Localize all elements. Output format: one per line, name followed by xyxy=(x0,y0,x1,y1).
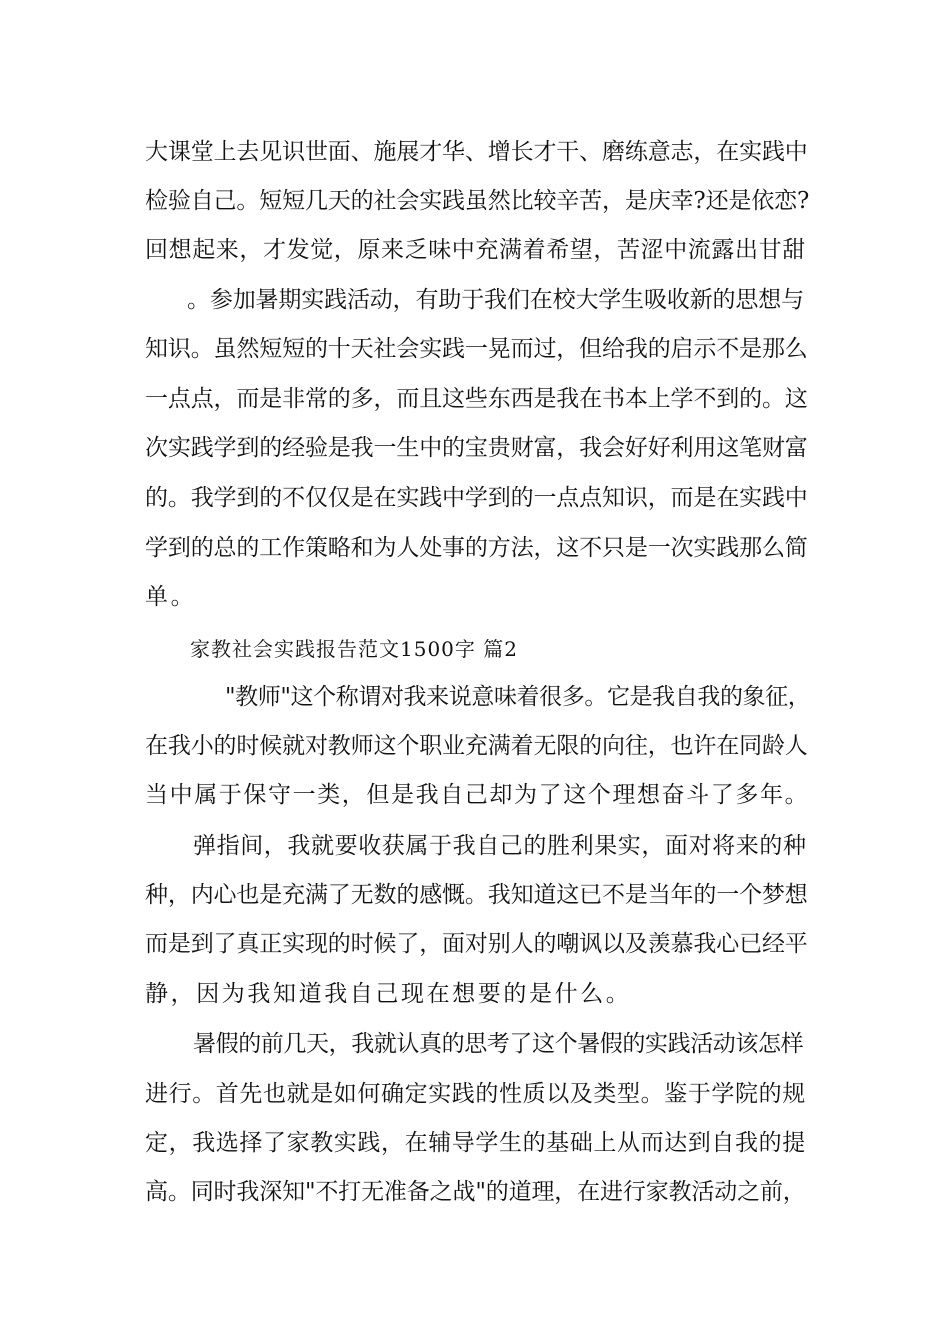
text-line: 暑假的前几天，我就认真的思考了这个暑假的实践活动该怎样 xyxy=(193,1031,804,1057)
text-line: 在我小的时候就对教师这个职业充满着无限的向往，也许在同龄人 xyxy=(145,733,808,759)
text-line: 的。我学到的不仅仅是在实践中学到的一点点知识，而是在实践中 xyxy=(145,485,808,511)
text-line: 。参加暑期实践活动，有助于我们在校大学生吸收新的思想与 xyxy=(187,287,804,313)
text-line: 知识。虽然短短的十天社会实践一晃而过，但给我的启示不是那么 xyxy=(145,336,808,362)
text-line: 次实践学到的经验是我一生中的宝贵财富，我会好好利用这笔财富 xyxy=(145,435,808,461)
text-line: 进行。首先也就是如何确定实践的性质以及类型。鉴于学院的规 xyxy=(145,1081,806,1107)
text-line: 大课堂上去见识世面、施展才华、增长才干、磨练意志，在实践中 xyxy=(145,139,808,165)
text-line: 定，我选择了家教实践，在辅导学生的基础上从而达到自我的提 xyxy=(145,1130,806,1156)
text-line: 而是到了真正实现的时候了，面对别人的嘲讽以及羡慕我心已经平 xyxy=(145,931,808,957)
text-line: 高。同时我深知"不打无准备之战"的道理，在进行家教活动之前， xyxy=(145,1179,806,1205)
text-line: 当中属于保守一类，但是我自己却为了这个理想奋斗了多年。 xyxy=(145,782,810,808)
text-line: 学到的总的工作策略和为人处事的方法，这不只是一次实践那么简 xyxy=(145,535,808,561)
text-line: 一点点，而是非常的多，而且这些东西是我在书本上学不到的。这 xyxy=(145,386,808,412)
text-line: "教师"这个称谓对我来说意味着很多。它是我自我的象征， xyxy=(225,684,811,710)
text-line: 单。 xyxy=(145,584,197,610)
text-line: 静，因为我知道我自己现在想要的是什么。 xyxy=(145,981,632,1007)
text-line: 检验自己。短短几天的社会实践虽然比较辛苦，是庆幸?还是依恋? xyxy=(145,188,810,214)
section-heading: 家教社会实践报告范文1500字 篇2 xyxy=(190,637,518,661)
text-line: 种，内心也是充满了无数的感慨。我知道这已不是当年的一个梦想 xyxy=(145,882,808,908)
text-line: 弹指间，我就要收获属于我自己的胜利果实，面对将来的种 xyxy=(193,833,807,859)
text-line: 回想起来，才发觉，原来乏味中充满着希望，苦涩中流露出甘甜 xyxy=(145,237,806,263)
